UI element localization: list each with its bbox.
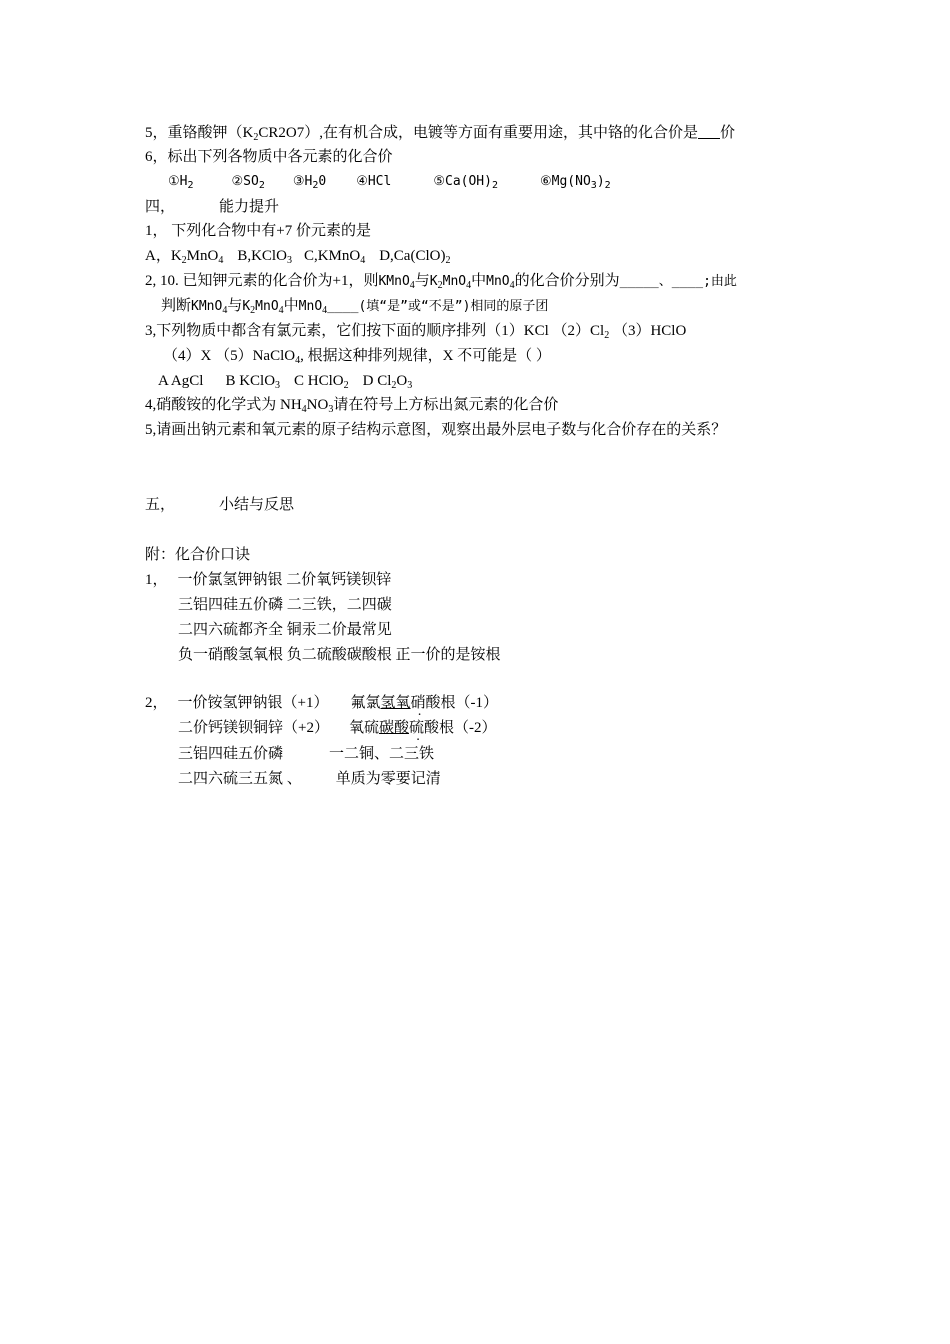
q5-answer-blank[interactable] <box>698 124 720 139</box>
option-b: B,KClO$_3$ <box>237 248 292 266</box>
p3-option-d: D $Cl_2O_3$ <box>362 373 413 391</box>
question-5 <box>145 123 735 143</box>
p3-option-b: B KClO$_3$ <box>225 373 281 391</box>
formula-3: $③H_20$ <box>292 174 327 191</box>
rhyme-1-line-2: 三铝四硅五价磷 二三铁，二四碳 <box>178 597 392 613</box>
underlined-hydroxide: 氢氧 <box>380 695 411 711</box>
problem-3-line-1: 3,下列物质中都含有氯元素，它们按下面的顺序排列（1）KCl $(2)Cl_2$ （3）HClO <box>145 323 687 341</box>
problem-3-options <box>158 371 412 391</box>
problem-1: 1， 下列化合物中有+7 价元素的是 <box>145 223 371 239</box>
section-4-heading: 四， 能力提升 <box>145 199 280 215</box>
rhyme-2-line-4: 二四六硫三五氮 、 单质为零要记清 <box>178 771 441 787</box>
option-d: $D,Ca(ClO)_2$ <box>379 248 451 266</box>
formula-6: $⑥Mg(NO_3)_2$ <box>540 174 611 191</box>
p3-option-a: A AgCl <box>158 373 204 389</box>
q5-text-a: 重铬酸钾（K <box>167 125 254 141</box>
underlined-carbonate: 碳酸 <box>378 720 409 736</box>
rhyme-1-line-4: 负一硝酸氢氧根 负二硫酸碳酸根 正一价的是铵根 <box>178 647 501 663</box>
rhyme-2-line-2: 二价钙镁钡铜锌（+2） 氧硫碳酸硫酸根（-2） <box>178 720 497 736</box>
problem-2-line-2: 判断KMnO$_4$与$K_2MnO_4$中MnO$_4$____(填“是”或“不是”)相同的原子团 <box>161 298 549 316</box>
formula-1: $①H_2$ <box>168 174 194 191</box>
q5-subscript: 2 <box>253 132 259 143</box>
dotted-nitrate: 硝 <box>410 695 426 711</box>
formula-2: $②SO_2$ <box>231 174 265 191</box>
q5-text-b: CR2O7）,在有机合成，电镀等方面有重要用途，其中铬的化合价是 <box>258 125 698 141</box>
q5-number: 5， <box>145 125 168 141</box>
problem-1-options <box>145 246 450 266</box>
option-a: A，$K_2MnO_4$ <box>145 248 224 266</box>
section-5-heading: 五， 小结与反思 <box>145 497 295 513</box>
formula-4: ④HCl <box>356 174 392 189</box>
rhyme-2-line-3: 三铝四硅五价磷 一二铜、二三铁 <box>178 746 435 762</box>
option-c: C,KMnO$_4$ <box>303 248 366 266</box>
rhyme-2-line-1: 2， 一价铵氢钾钠银（+1） 氟氯氢氧硝酸根（-1） <box>145 695 499 711</box>
q5-text-c: 价 <box>719 125 735 141</box>
dotted-sulfate: 硫 <box>409 720 425 736</box>
problem-5: 5,请画出钠元素和氧元素的原子结构示意图，观察出最外层电子数与化合价存在的关系？ <box>145 422 727 438</box>
question-6: 6，标出下列各物质中各元素的化合价 <box>145 149 393 165</box>
rhyme-1-line-1: 1， 一价氯氢钾钠银 二价氧钙镁钡锌 <box>145 572 392 588</box>
problem-3-line-2: （4）X （5）NaClO$_4$, 根据这种排列规律，X 不可能是（ ） <box>163 348 551 366</box>
rhyme-1-line-3: 二四六硫都齐全 铜汞二价最常见 <box>178 622 392 638</box>
formula-5: $⑤Ca(OH)_2$ <box>433 174 498 191</box>
problem-2-line-1: 2, 10. 已知钾元素的化合价为+1，则KMnO$_4$与$K_2MnO_4$中MnO$_4$的化合价分别为_____、____;由此 <box>145 273 737 291</box>
appendix-title: 附：化合价口诀 <box>145 547 251 563</box>
p3-option-c: C HClO$_2$ <box>294 373 349 391</box>
formula-row <box>168 172 611 192</box>
problem-4: 4,硝酸铵的化学式为 $NH_4NO_3$请在符号上方标出氮元素的化合价 <box>145 397 559 415</box>
